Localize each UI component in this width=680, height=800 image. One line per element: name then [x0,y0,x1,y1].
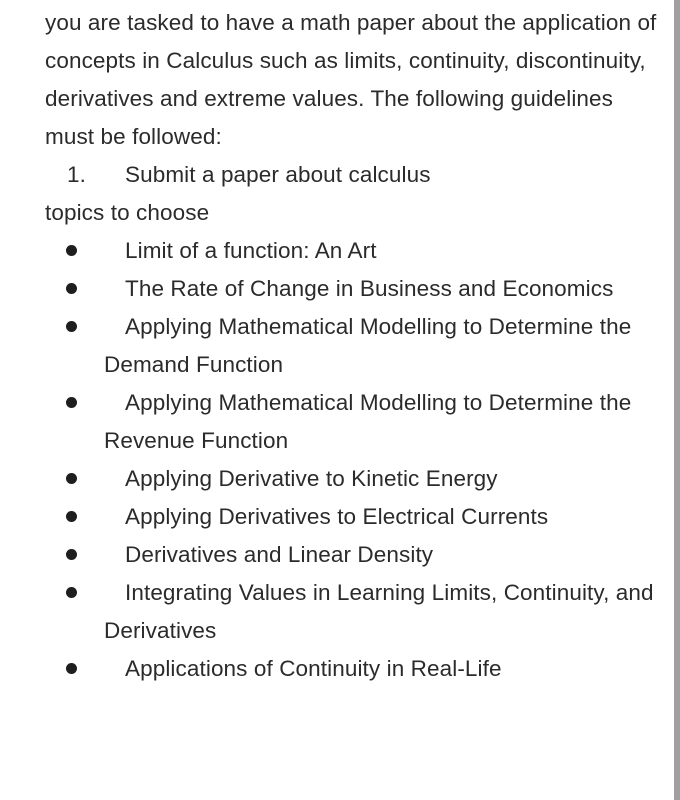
topic-text: Derivatives and Linear Density [125,542,434,567]
topic-item [45,384,660,460]
document-body [45,4,660,688]
topic-item [45,308,660,384]
topic-text: Applications of Continuity in Real-Life [125,656,502,681]
topic-item [45,574,660,650]
guideline-item-1 [45,156,660,194]
bullet-icon [66,321,77,332]
topic-text: Applying Mathematical Modelling to Determine the Demand Function [104,314,632,377]
topic-text: Applying Derivatives to Electrical Currents [125,504,549,529]
bullet-icon [66,397,77,408]
topic-item [45,498,660,536]
topic-item [45,270,660,308]
topic-item [45,536,660,574]
topic-item [45,650,660,688]
guideline-number: 1. [67,162,86,187]
bullet-icon [66,587,77,598]
topics-label: topics to choose [45,200,210,225]
topics-list [45,232,660,688]
intro-paragraph: you are tasked to have a math paper about the application of concepts in Calculus such as limits, continuity, discontinuity, derivatives and extreme values. The following guidelines must be followed: [45,10,657,149]
topic-text: Applying Mathematical Modelling to Determine the Revenue Function [104,390,632,453]
scrollbar[interactable] [674,0,680,800]
bullet-icon [66,511,77,522]
bullet-icon [66,245,77,256]
topic-text: Integrating Values in Learning Limits, Continuity, and Derivatives [104,580,654,643]
bullet-icon [66,473,77,484]
topic-text: Applying Derivative to Kinetic Energy [125,466,498,491]
bullet-icon [66,549,77,560]
topic-text: The Rate of Change in Business and Economics [125,276,614,301]
topic-item [45,460,660,498]
bullet-icon [66,283,77,294]
bullet-icon [66,663,77,674]
guideline-text: Submit a paper about calculus [125,162,431,187]
topic-item [45,232,660,270]
topic-text: Limit of a function: An Art [125,238,377,263]
